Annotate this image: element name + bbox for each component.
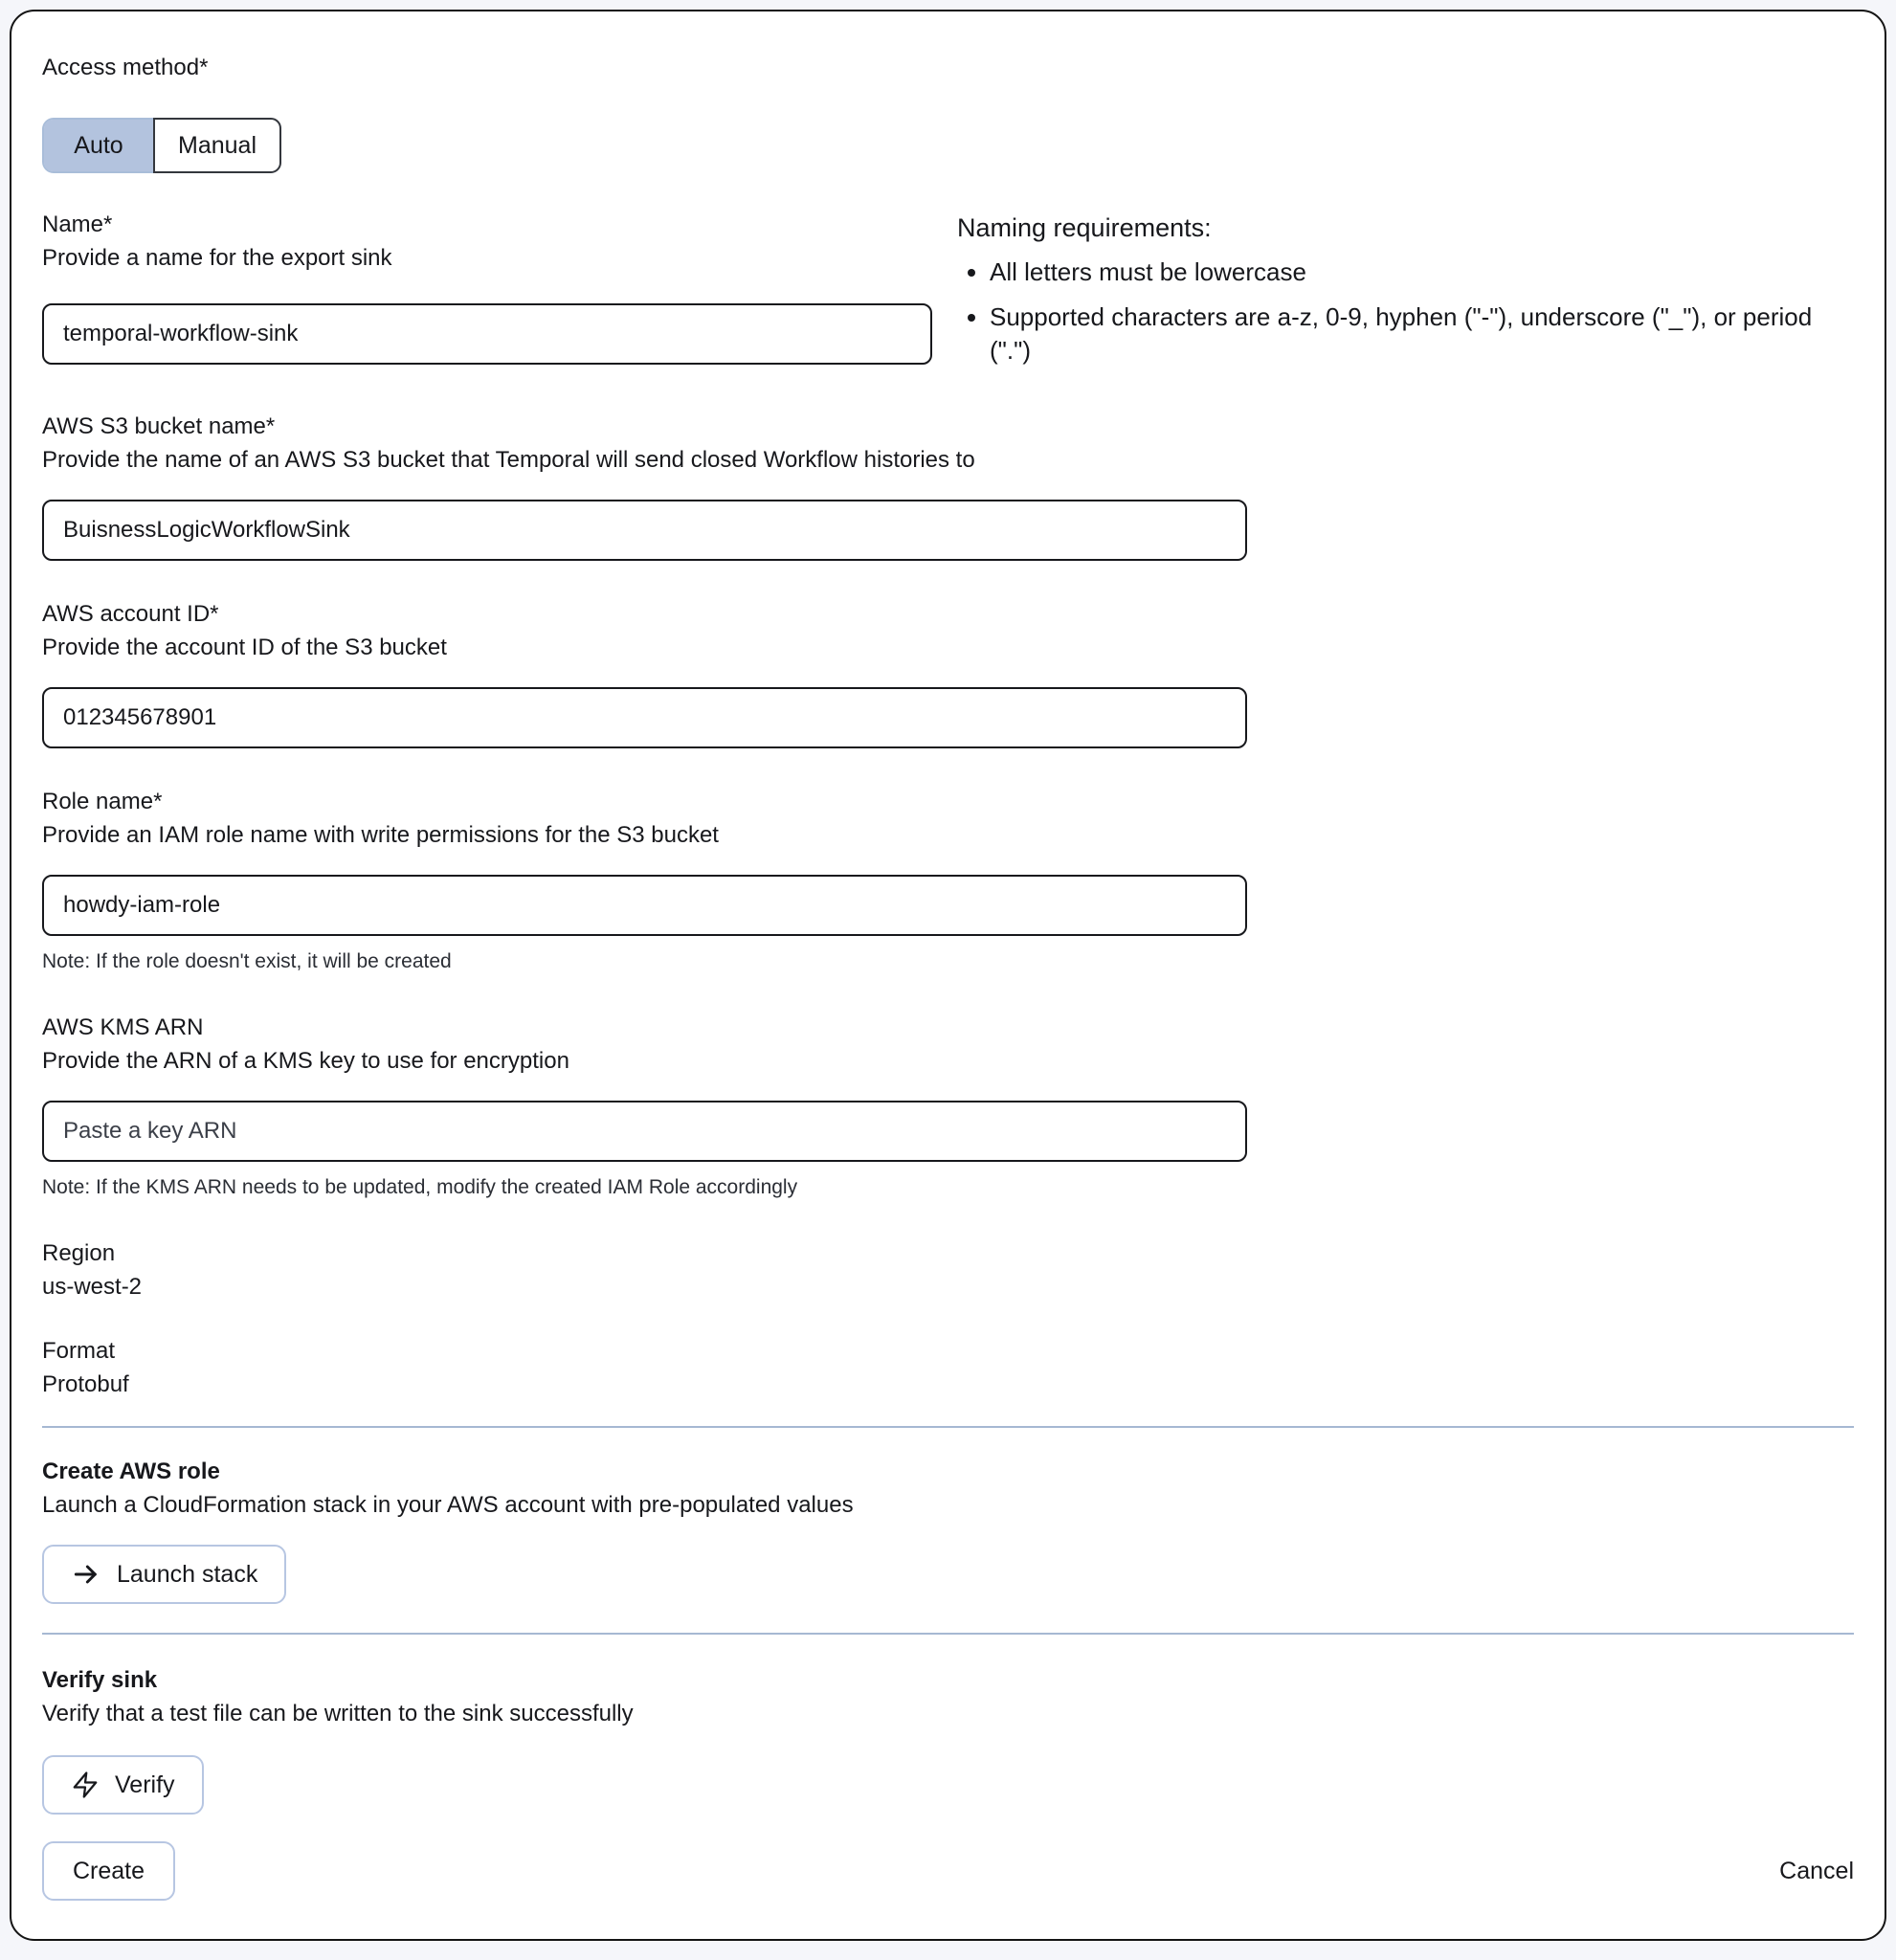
bucket-field-group bbox=[42, 413, 1854, 561]
naming-requirements-title: Naming requirements: bbox=[957, 213, 1212, 242]
create-role-section bbox=[42, 1459, 1854, 1604]
divider bbox=[42, 1633, 1854, 1635]
name-input[interactable] bbox=[42, 303, 932, 365]
bucket-input[interactable] bbox=[42, 500, 1247, 561]
name-field-group bbox=[42, 212, 932, 368]
region-value: us-west-2 bbox=[42, 1274, 143, 1300]
create-role-description: Launch a CloudFormation stack in your AWS account with pre-populated values bbox=[42, 1492, 854, 1518]
naming-requirements-list bbox=[957, 256, 1854, 368]
account-field-group bbox=[42, 601, 1854, 748]
create-button[interactable] bbox=[42, 1841, 175, 1901]
launch-stack-button[interactable] bbox=[42, 1545, 286, 1604]
region-label: Region bbox=[42, 1240, 116, 1266]
export-sink-form bbox=[10, 10, 1886, 1941]
verify-sink-section bbox=[42, 1667, 1854, 1815]
kms-description: Provide the ARN of a KMS key to use for encryption bbox=[42, 1048, 569, 1074]
access-method-toggle bbox=[42, 118, 281, 173]
name-description: Provide a name for the export sink bbox=[42, 245, 392, 271]
kms-note: Note: If the KMS ARN needs to be updated, modify the created IAM Role accordingly bbox=[42, 1176, 798, 1198]
form-footer bbox=[42, 1841, 1854, 1901]
role-label: Role name* bbox=[42, 789, 163, 814]
region-readonly bbox=[42, 1240, 1854, 1302]
role-description: Provide an IAM role name with write permissions for the S3 bucket bbox=[42, 822, 719, 848]
naming-requirement-item: • All letters must be lowercase bbox=[990, 256, 1832, 289]
arrow-right-icon bbox=[71, 1559, 101, 1590]
verify-button-label: Verify bbox=[115, 1771, 175, 1798]
verify-sink-title: Verify sink bbox=[42, 1667, 158, 1693]
access-method-label: Access method* bbox=[42, 55, 209, 80]
format-label: Format bbox=[42, 1338, 116, 1364]
create-button-label: Create bbox=[73, 1857, 145, 1884]
access-method-option-auto[interactable]: Auto bbox=[44, 120, 153, 171]
naming-requirements bbox=[957, 212, 1854, 368]
format-readonly bbox=[42, 1338, 1854, 1399]
kms-arn-input[interactable] bbox=[42, 1101, 1247, 1162]
account-description: Provide the account ID of the S3 bucket bbox=[42, 635, 447, 660]
bucket-description: Provide the name of an AWS S3 bucket that Temporal will send closed Workflow histories to bbox=[42, 447, 975, 473]
account-id-input[interactable] bbox=[42, 687, 1247, 748]
name-label: Name* bbox=[42, 212, 113, 237]
role-name-input[interactable] bbox=[42, 875, 1247, 936]
kms-label: AWS KMS ARN bbox=[42, 1014, 204, 1040]
account-label: AWS account ID* bbox=[42, 601, 219, 627]
name-and-requirements-row bbox=[42, 212, 1854, 368]
role-note: Note: If the role doesn't exist, it will be created bbox=[42, 950, 452, 972]
launch-stack-button-label: Launch stack bbox=[117, 1560, 258, 1588]
verify-button[interactable] bbox=[42, 1755, 204, 1815]
naming-requirement-item: • Supported characters are a-z, 0-9, hyphen ("-"), underscore ("_"), or period (".") bbox=[990, 301, 1832, 368]
kms-field-group bbox=[42, 1014, 1854, 1200]
role-field-group bbox=[42, 789, 1854, 974]
format-value: Protobuf bbox=[42, 1371, 129, 1397]
access-method-option-manual[interactable]: Manual bbox=[153, 118, 281, 173]
bucket-label: AWS S3 bucket name* bbox=[42, 413, 276, 439]
cancel-link[interactable]: Cancel bbox=[1779, 1857, 1854, 1884]
divider bbox=[42, 1426, 1854, 1428]
create-role-title: Create AWS role bbox=[42, 1459, 220, 1484]
lightning-bolt-icon bbox=[71, 1771, 100, 1799]
verify-sink-description: Verify that a test file can be written to the sink successfully bbox=[42, 1701, 634, 1726]
